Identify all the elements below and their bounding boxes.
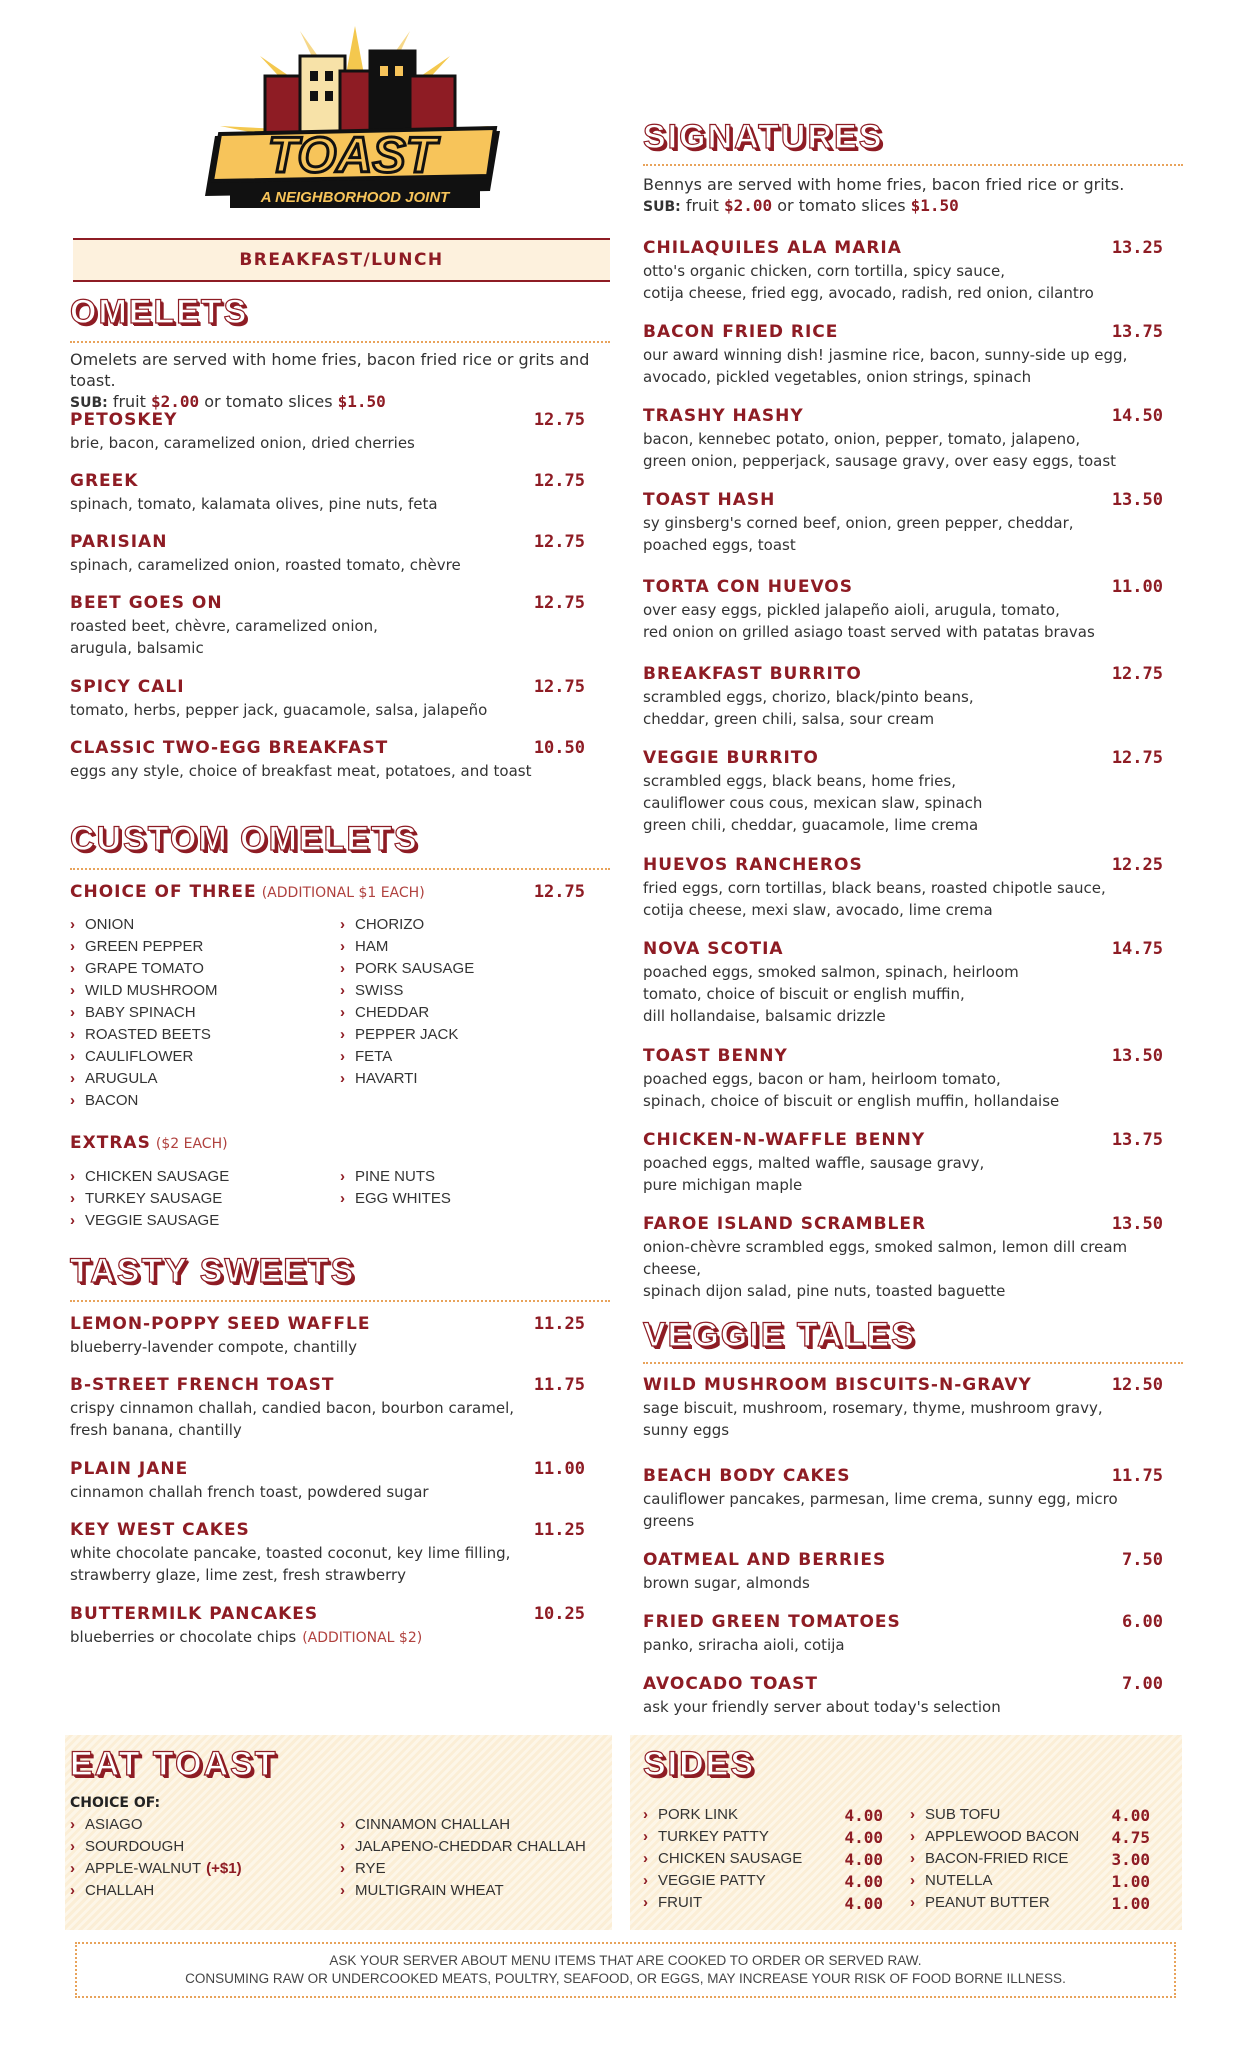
- food-safety-disclaimer: [75, 1942, 1176, 1998]
- signatures-intro: [643, 174, 1183, 218]
- menu-item: [643, 1375, 1163, 1441]
- option-item: [70, 980, 218, 1002]
- item-price: 11.75: [1111, 1466, 1163, 1486]
- item-desc-line: pure michigan maple: [643, 1176, 803, 1194]
- item-desc-line: spinach, tomato, kalamata olives, pine nuts, feta: [70, 495, 438, 513]
- option-item: [70, 914, 218, 936]
- custom-omelets-title: CUSTOM OMELETS: [70, 820, 419, 858]
- side-name: PORK LINK: [658, 1806, 739, 1823]
- choice-price: 12.75: [533, 882, 585, 902]
- item-price: 14.50: [1111, 406, 1163, 426]
- item-price: 7.00: [1122, 1674, 1163, 1694]
- menu-item: [70, 1459, 585, 1503]
- omelets-intro-text: Omelets are served with home fries, bacon fried rice or grits and toast.: [70, 350, 590, 390]
- option-item: [70, 1090, 218, 1112]
- option-label: ONION: [85, 916, 135, 933]
- item-name: AVOCADO TOAST: [643, 1674, 819, 1694]
- item-desc-line: cauliflower pancakes, parmesan, lime crema, sunny egg, micro greens: [643, 1490, 1118, 1530]
- item-price: 13.75: [1111, 322, 1163, 342]
- menu-item: [70, 1520, 585, 1586]
- option-label: CHALLAH: [85, 1882, 155, 1899]
- tasty-sweets-title: TASTY SWEETS: [70, 1252, 356, 1290]
- option-label: TURKEY SAUSAGE: [85, 1190, 223, 1207]
- side-item: [910, 1850, 1150, 1867]
- signatures-intro-text: Bennys are served with home fries, bacon fried rice or grits.: [643, 175, 1125, 194]
- option-item: [340, 1814, 586, 1836]
- item-price: 12.75: [533, 532, 585, 552]
- side-name: SUB TOFU: [925, 1806, 1001, 1823]
- item-name: TOAST HASH: [643, 490, 776, 510]
- item-desc-line: cinnamon challah french toast, powdered sugar: [70, 1483, 429, 1501]
- option-item: [340, 936, 474, 958]
- menu-item: [643, 1046, 1163, 1112]
- toast-col2: [340, 1814, 586, 1902]
- item-desc-line: cotija cheese, mexi slaw, avocado, lime crema: [643, 901, 993, 919]
- option-label: ROASTED BEETS: [85, 1026, 211, 1043]
- item-desc-line: scrambled eggs, black beans, home fries,: [643, 772, 956, 790]
- option-label: HAVARTI: [355, 1070, 418, 1087]
- menu-item: [70, 1604, 585, 1649]
- logo-banner: [205, 127, 500, 208]
- side-name: VEGGIE PATTY: [658, 1872, 766, 1889]
- sub-tomato-price: $1.50: [910, 196, 959, 215]
- item-price: 11.25: [533, 1314, 585, 1334]
- option-label: CAULIFLOWER: [85, 1048, 194, 1065]
- item-price: 13.25: [1111, 238, 1163, 258]
- omelets-intro: [70, 349, 610, 414]
- item-price: 11.75: [533, 1375, 585, 1395]
- item-description: [643, 1634, 1163, 1656]
- item-description: [643, 260, 1163, 304]
- side-price: 4.75: [1111, 1828, 1150, 1847]
- logo-tagline: A NEIGHBORHOOD JOINT: [260, 189, 450, 206]
- apple-walnut-extra: (+$1): [206, 1860, 242, 1877]
- eat-toast-title: EAT TOAST: [70, 1745, 278, 1783]
- option-item: [70, 1836, 242, 1858]
- item-name: PLAIN JANE: [70, 1459, 189, 1479]
- item-description: [70, 493, 585, 515]
- item-desc-line: bacon, kennebec potato, onion, pepper, tomato, jalapeno,: [643, 430, 1081, 448]
- option-item: [70, 1024, 218, 1046]
- side-name: BACON-FRIED RICE: [925, 1850, 1069, 1867]
- item-description: [643, 1488, 1163, 1532]
- option-label: GRAPE TOMATO: [85, 960, 204, 977]
- item-desc-line: red onion on grilled asiago toast served with patatas bravas: [643, 623, 1095, 641]
- option-item: [340, 980, 474, 1002]
- item-description: [643, 686, 1163, 730]
- option-item: [70, 1068, 218, 1090]
- option-label: SWISS: [355, 982, 404, 999]
- side-price: 1.00: [1111, 1894, 1150, 1913]
- item-price: 12.75: [1111, 664, 1163, 684]
- item-price: 13.75: [1111, 1130, 1163, 1150]
- item-description: [643, 770, 1163, 836]
- side-price: 4.00: [844, 1828, 883, 1847]
- option-item: [70, 1858, 242, 1880]
- menu-item: [70, 532, 585, 576]
- option-label: SOURDOUGH: [85, 1838, 185, 1855]
- item-description: [643, 428, 1163, 472]
- item-name: FAROE ISLAND SCRAMBLER: [643, 1214, 927, 1234]
- option-label: FETA: [355, 1048, 393, 1065]
- side-name: FRUIT: [658, 1894, 703, 1911]
- item-desc-line: spinach, caramelized onion, roasted tomato, chèvre: [70, 556, 461, 574]
- menu-item: [70, 593, 585, 659]
- item-price: 10.25: [533, 1604, 585, 1624]
- divider: [70, 1300, 610, 1302]
- item-name: BEET GOES ON: [70, 593, 223, 613]
- item-desc-line: cheddar, green chili, salsa, sour cream: [643, 710, 935, 728]
- menu-item: [643, 1612, 1163, 1656]
- side-item: [910, 1872, 1150, 1889]
- item-desc-line: cauliflower cous cous, mexican slaw, spinach: [643, 794, 983, 812]
- menu-item: [643, 238, 1163, 304]
- item-description: [643, 1397, 1163, 1441]
- option-item: [340, 1002, 474, 1024]
- item-price: 13.50: [1111, 490, 1163, 510]
- item-desc-line: ask your friendly server about today's selection: [643, 1698, 1001, 1716]
- option-label: CINNAMON CHALLAH: [355, 1816, 511, 1833]
- item-name: WILD MUSHROOM BISCUITS-N-GRAVY: [643, 1375, 1032, 1395]
- eat-toast-choice: CHOICE OF:: [70, 1795, 161, 1811]
- breakfast-lunch-bar: BREAKFAST/LUNCH: [73, 238, 610, 282]
- item-name: CLASSIC TWO-EGG BREAKFAST: [70, 738, 389, 758]
- menu-item: [643, 1214, 1163, 1302]
- side-price: 4.00: [844, 1806, 883, 1825]
- item-price: 12.75: [533, 677, 585, 697]
- item-desc-line: tomato, herbs, pepper jack, guacamole, salsa, jalapeño: [70, 701, 488, 719]
- item-note: (ADDITIONAL $2): [302, 1630, 423, 1646]
- extras-col2: [340, 1166, 451, 1210]
- divider: [70, 341, 610, 343]
- option-label: MULTIGRAIN WHEAT: [355, 1882, 504, 1899]
- item-desc-line: roasted beet, chèvre, caramelized onion,: [70, 617, 378, 635]
- menu-item: [643, 1130, 1163, 1196]
- item-desc-line: [70, 1626, 585, 1649]
- item-name: VEGGIE BURRITO: [643, 748, 819, 768]
- item-desc-line: poached eggs, toast: [643, 536, 796, 554]
- logo-name: TOAST: [267, 127, 437, 183]
- option-label: PEPPER JACK: [355, 1026, 459, 1043]
- side-item: [910, 1894, 1150, 1911]
- item-desc-line: white chocolate pancake, toasted coconut, key lime filling,: [70, 1544, 511, 1562]
- item-desc-text: blueberries or chocolate chips: [70, 1628, 297, 1646]
- menu-item: [643, 939, 1163, 1027]
- option-item: [70, 1210, 229, 1232]
- option-item: [340, 958, 474, 980]
- item-price: 13.50: [1111, 1046, 1163, 1066]
- item-price: 12.25: [1111, 855, 1163, 875]
- item-desc-line: fresh banana, chantilly: [70, 1421, 242, 1439]
- side-item: [910, 1806, 1150, 1823]
- option-item: [340, 1188, 451, 1210]
- item-price: 7.50: [1122, 1550, 1163, 1570]
- item-desc-line: arugula, balsamic: [70, 639, 204, 657]
- option-item: [340, 1068, 474, 1090]
- option-item: [340, 1880, 586, 1902]
- option-item: [70, 1002, 218, 1024]
- option-item: [70, 1166, 229, 1188]
- item-price: 14.75: [1111, 939, 1163, 959]
- divider: [643, 1362, 1183, 1364]
- option-label: APPLE-WALNUT: [85, 1860, 202, 1877]
- item-desc-line: scrambled eggs, chorizo, black/pinto beans,: [643, 688, 974, 706]
- option-item: [340, 914, 474, 936]
- item-name: B-STREET FRENCH TOAST: [70, 1375, 335, 1395]
- item-desc-line: onion-chèvre scrambled eggs, smoked salmon, lemon dill cream cheese,: [643, 1238, 1128, 1278]
- item-desc-line: our award winning dish! jasmine rice, bacon, sunny-side up egg,: [643, 346, 1128, 364]
- option-label: WILD MUSHROOM: [85, 982, 218, 999]
- item-price: 12.75: [533, 471, 585, 491]
- item-price: 11.00: [1111, 577, 1163, 597]
- item-description: [643, 344, 1163, 388]
- item-price: 11.25: [533, 1520, 585, 1540]
- item-desc-line: over easy eggs, pickled jalapeño aioli, arugula, tomato,: [643, 601, 1060, 619]
- item-desc-line: sy ginsberg's corned beef, onion, green pepper, cheddar,: [643, 514, 1074, 532]
- item-desc-line: fried eggs, corn tortillas, black beans, roasted chipotle sauce,: [643, 879, 1106, 897]
- item-desc-line: avocado, pickled vegetables, onion strings, spinach: [643, 368, 1032, 386]
- item-name: PARISIAN: [70, 532, 168, 552]
- menu-item: [643, 1466, 1163, 1532]
- sub-or: or tomato slices: [777, 196, 906, 215]
- item-description: [643, 1696, 1163, 1718]
- side-item: [643, 1850, 883, 1867]
- side-name: NUTELLA: [925, 1872, 993, 1889]
- sides-title: SIDES: [643, 1745, 756, 1783]
- item-desc-line: cotija cheese, fried egg, avocado, radish, red onion, cilantro: [643, 284, 1094, 302]
- extras-label: EXTRAS: [70, 1133, 151, 1153]
- item-name: CHILAQUILES ALA MARIA: [643, 238, 902, 258]
- item-description: [643, 512, 1163, 556]
- item-desc-line: strawberry glaze, lime zest, fresh strawberry: [70, 1566, 407, 1584]
- item-name: NOVA SCOTIA: [643, 939, 784, 959]
- option-label: ASIAGO: [85, 1816, 143, 1833]
- item-name: KEY WEST CAKES: [70, 1520, 250, 1540]
- sub-fruit-text: fruit: [685, 196, 719, 215]
- disclaimer-line1: ASK YOUR SERVER ABOUT MENU ITEMS THAT ARE COOKED TO ORDER OR SERVED RAW.: [329, 1953, 922, 1968]
- side-item: [910, 1828, 1150, 1845]
- menu-item: [643, 1550, 1163, 1594]
- side-price: 4.00: [844, 1894, 883, 1913]
- option-label: GREEN PEPPER: [85, 938, 204, 955]
- item-description: [643, 1236, 1163, 1302]
- custom-ingredients-col2: [340, 914, 474, 1090]
- item-name: TRASHY HASHY: [643, 406, 804, 426]
- option-item: [70, 1814, 242, 1836]
- item-name: PETOSKEY: [70, 410, 178, 430]
- item-desc-line: sage biscuit, mushroom, rosemary, thyme, mushroom gravy,: [643, 1399, 1103, 1417]
- item-desc-line: panko, sriracha aioli, cotija: [643, 1636, 845, 1654]
- item-description: [70, 1481, 585, 1503]
- option-item: [70, 1880, 242, 1902]
- menu-item: [643, 322, 1163, 388]
- option-label: HAM: [355, 938, 389, 955]
- option-item: [70, 958, 218, 980]
- option-label: BACON: [85, 1092, 139, 1109]
- sub-fruit-text: fruit: [112, 392, 146, 411]
- item-name: LEMON-POPPY SEED WAFFLE: [70, 1314, 371, 1334]
- item-name: BACON FRIED RICE: [643, 322, 839, 342]
- item-desc-line: brown sugar, almonds: [643, 1574, 810, 1592]
- item-price: 13.50: [1111, 1214, 1163, 1234]
- option-item: [340, 1858, 586, 1880]
- side-price: 4.00: [1111, 1806, 1150, 1825]
- side-price: 1.00: [1111, 1872, 1150, 1891]
- option-label: ARUGULA: [85, 1070, 158, 1087]
- item-description: [70, 1626, 585, 1649]
- item-description: [643, 961, 1163, 1027]
- item-desc-line: poached eggs, bacon or ham, heirloom tomato,: [643, 1070, 1001, 1088]
- item-name: BEACH BODY CAKES: [643, 1466, 851, 1486]
- signatures-title: SIGNATURES: [643, 118, 884, 156]
- extras-col1: [70, 1166, 229, 1232]
- menu-item: [643, 664, 1163, 730]
- item-desc-line: blueberry-lavender compote, chantilly: [70, 1338, 358, 1356]
- item-name: SPICY CALI: [70, 677, 185, 697]
- extras-heading: [70, 1133, 228, 1153]
- option-label: CHEDDAR: [355, 1004, 430, 1021]
- item-desc-line: spinach dijon salad, pine nuts, toasted baguette: [643, 1282, 1006, 1300]
- item-description: [643, 1068, 1163, 1112]
- item-name: GREEK: [70, 471, 139, 491]
- menu-item: [643, 748, 1163, 836]
- item-description: [643, 1572, 1163, 1594]
- sub-tomato-price: $1.50: [337, 392, 386, 411]
- menu-item: [70, 1375, 585, 1441]
- item-description: [643, 599, 1163, 643]
- item-description: [643, 877, 1163, 921]
- menu-item: [643, 1674, 1163, 1718]
- item-desc-line: sunny eggs: [643, 1421, 730, 1439]
- option-label: BABY SPINACH: [85, 1004, 196, 1021]
- sub-or: or tomato slices: [204, 392, 333, 411]
- item-description: [70, 1542, 585, 1586]
- item-desc-line: eggs any style, choice of breakfast meat, potatoes, and toast: [70, 762, 532, 780]
- item-desc-line: tomato, choice of biscuit or english muffin,: [643, 985, 965, 1003]
- option-label: PINE NUTS: [355, 1168, 436, 1185]
- option-item: [340, 1836, 586, 1858]
- menu-item: [643, 577, 1163, 643]
- item-price: 11.00: [533, 1459, 585, 1479]
- menu-item: [70, 471, 585, 515]
- item-name: BREAKFAST BURRITO: [643, 664, 862, 684]
- item-description: [70, 699, 585, 721]
- item-description: [70, 1397, 585, 1441]
- item-price: 12.75: [533, 593, 585, 613]
- item-name: BUTTERMILK PANCAKES: [70, 1604, 319, 1624]
- side-name: PEANUT BUTTER: [925, 1894, 1050, 1911]
- option-item: [340, 1046, 474, 1068]
- menu-item: [70, 738, 585, 782]
- item-price: 10.50: [533, 738, 585, 758]
- item-desc-line: poached eggs, malted waffle, sausage gravy,: [643, 1154, 985, 1172]
- item-name: TOAST BENNY: [643, 1046, 788, 1066]
- option-label: PORK SAUSAGE: [355, 960, 475, 977]
- item-description: [643, 1152, 1163, 1196]
- menu-item: [643, 490, 1163, 556]
- item-desc-line: green chili, cheddar, guacamole, lime crema: [643, 816, 979, 834]
- item-desc-line: poached eggs, smoked salmon, spinach, heirloom: [643, 963, 1019, 981]
- side-price: 3.00: [1111, 1850, 1150, 1869]
- side-item: [643, 1872, 883, 1889]
- item-price: 6.00: [1122, 1612, 1163, 1632]
- item-description: [70, 760, 585, 782]
- side-price: 4.00: [844, 1872, 883, 1891]
- item-desc-line: dill hollandaise, balsamic drizzle: [643, 1007, 886, 1025]
- sub-fruit-price: $2.00: [151, 392, 200, 411]
- sub-fruit-price: $2.00: [724, 196, 773, 215]
- option-item: [70, 936, 218, 958]
- item-price: 12.50: [1111, 1375, 1163, 1395]
- option-item: [340, 1024, 474, 1046]
- toast-col1: [70, 1814, 242, 1902]
- item-desc-line: crispy cinnamon challah, candied bacon, bourbon caramel,: [70, 1399, 515, 1417]
- item-price: 12.75: [1111, 748, 1163, 768]
- side-item: [643, 1828, 883, 1845]
- choice-label: CHOICE OF THREE: [70, 882, 257, 902]
- option-label: CHICKEN SAUSAGE: [85, 1168, 230, 1185]
- side-name: CHICKEN SAUSAGE: [658, 1850, 803, 1867]
- omelets-title: OMELETS: [70, 293, 249, 331]
- menu-item: [643, 406, 1163, 472]
- item-desc-line: spinach, choice of biscuit or english muffin, hollandaise: [643, 1092, 1060, 1110]
- menu-item: [70, 410, 585, 454]
- toast-logo: [190, 16, 520, 226]
- side-item: [643, 1894, 883, 1911]
- item-name: CHICKEN-N-WAFFLE BENNY: [643, 1130, 926, 1150]
- side-name: TURKEY PATTY: [658, 1828, 769, 1845]
- disclaimer-line2: CONSUMING RAW OR UNDERCOOKED MEATS, POULTRY, SEAFOOD, OR EGGS, MAY INCREASE YOUR RISK OF FOOD BORNE ILLNESS.: [185, 1971, 1066, 1986]
- option-item: [340, 1166, 451, 1188]
- option-item: [70, 1046, 218, 1068]
- item-name: HUEVOS RANCHEROS: [643, 855, 863, 875]
- divider: [643, 164, 1183, 166]
- option-label: JALAPENO-CHEDDAR CHALLAH: [355, 1838, 586, 1855]
- item-description: [70, 432, 585, 454]
- item-price: 12.75: [533, 410, 585, 430]
- option-item: [70, 1188, 229, 1210]
- item-name: TORTA CON HUEVOS: [643, 577, 853, 597]
- menu-item: [70, 1314, 585, 1358]
- option-label: RYE: [355, 1860, 386, 1877]
- sub-label: SUB:: [70, 395, 108, 411]
- menu-item: [643, 855, 1163, 921]
- sub-label: SUB:: [643, 199, 681, 215]
- item-desc-line: brie, bacon, caramelized onion, dried cherries: [70, 434, 415, 452]
- option-label: EGG WHITES: [355, 1190, 451, 1207]
- extras-note: ($2 EACH): [155, 1136, 228, 1152]
- menu-item: [70, 677, 585, 721]
- custom-ingredients-col1: [70, 914, 218, 1112]
- choice-note: (ADDITIONAL $1 EACH): [261, 885, 425, 901]
- divider: [70, 868, 610, 870]
- item-description: [70, 615, 585, 659]
- side-item: [643, 1806, 883, 1823]
- item-description: [70, 1336, 585, 1358]
- option-label: VEGGIE SAUSAGE: [85, 1212, 220, 1229]
- item-desc-line: green onion, pepperjack, sausage gravy, over easy eggs, toast: [643, 452, 1117, 470]
- option-label: CHORIZO: [355, 916, 425, 933]
- item-description: [70, 554, 585, 576]
- item-name: FRIED GREEN TOMATOES: [643, 1612, 901, 1632]
- side-name: APPLEWOOD BACON: [925, 1828, 1080, 1845]
- veggie-tales-title: VEGGIE TALES: [643, 1316, 916, 1354]
- side-price: 4.00: [844, 1850, 883, 1869]
- item-desc-line: otto's organic chicken, corn tortilla, spicy sauce,: [643, 262, 1005, 280]
- item-name: OATMEAL AND BERRIES: [643, 1550, 887, 1570]
- choice-of-three: [70, 882, 585, 902]
